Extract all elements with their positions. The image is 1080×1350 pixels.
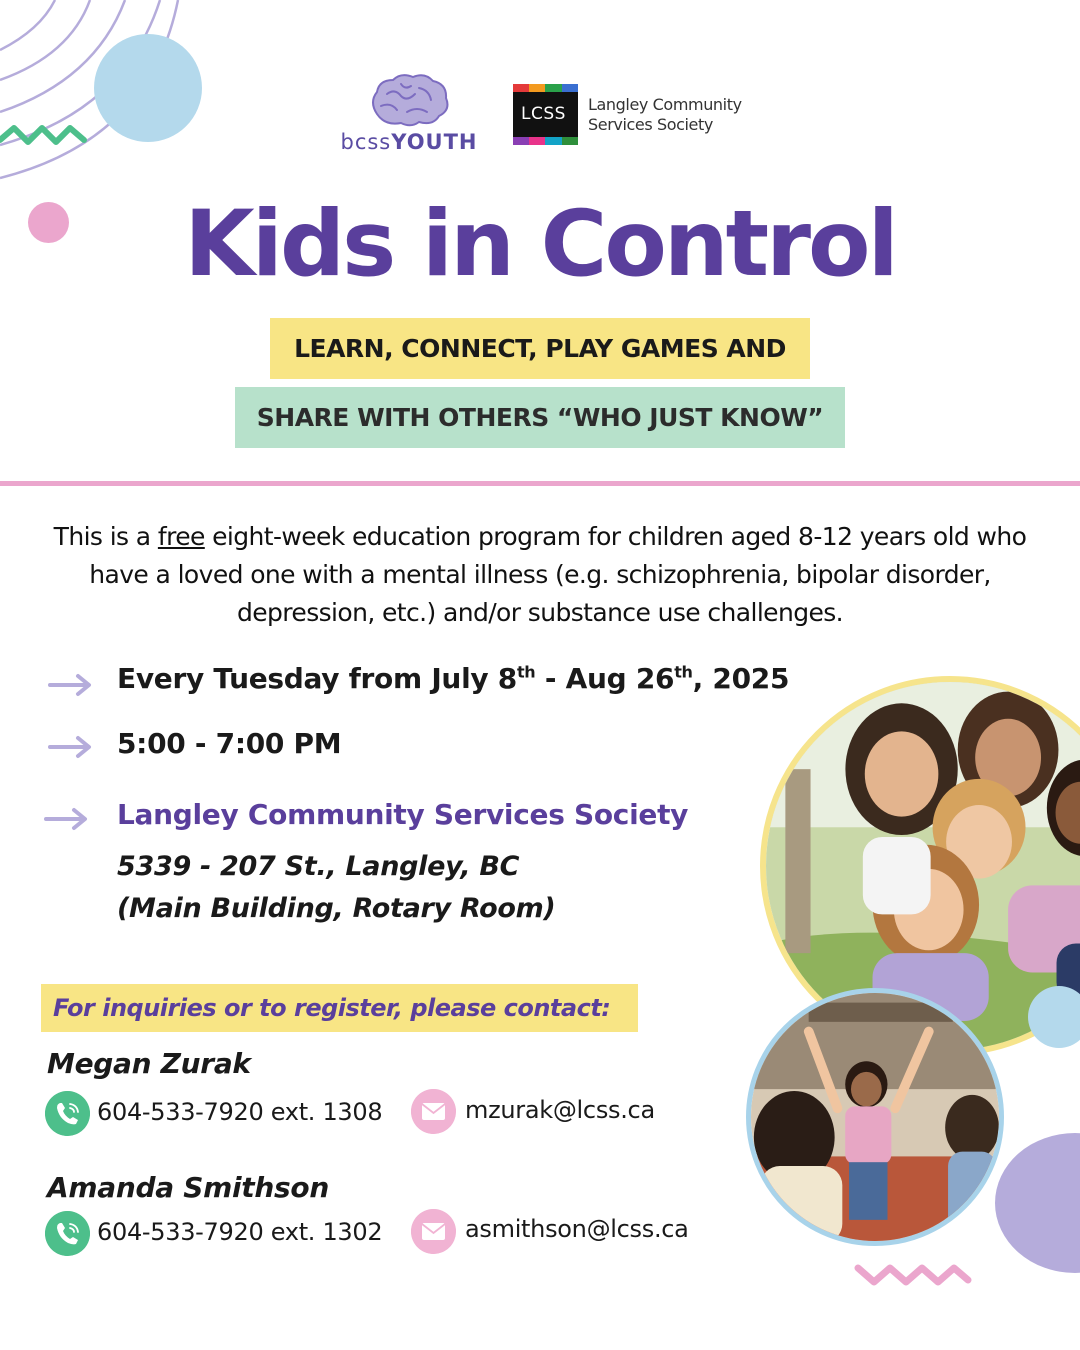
- bcss-wordmark: bcssYOUTH: [340, 130, 478, 154]
- tagline-line2: SHARE WITH OTHERS “WHO JUST KNOW”: [235, 387, 845, 448]
- bcss-youth-logo: [338, 72, 480, 156]
- mail-icon: [411, 1089, 456, 1134]
- contact-name-megan: Megan Zurak: [47, 1047, 251, 1080]
- arrow-right-icon: [48, 672, 94, 698]
- tagline-line1: LEARN, CONNECT, PLAY GAMES AND: [270, 318, 810, 379]
- program-description: This is a free eight-week education program for children aged 8-12 years old who have a loved one with a mental illness (e.g. schizophrenia, bipolar disorder, depression, etc.) and/or substance use challenges.: [53, 522, 1027, 627]
- section-divider: [0, 481, 1080, 486]
- arrow-right-icon: [44, 806, 90, 832]
- contact-phone-amanda[interactable]: 604-533-7920 ext. 1302: [97, 1218, 383, 1246]
- page-title: Kids in Control: [184, 192, 896, 297]
- contact-phone-megan[interactable]: 604-533-7920 ext. 1308: [97, 1098, 383, 1126]
- lcss-name-line1: Langley Community: [588, 95, 742, 114]
- decorative-pink-zigzag: [852, 1258, 974, 1290]
- lcss-logo: [513, 84, 753, 146]
- decorative-blue-dot: [1028, 986, 1080, 1048]
- free-emphasis: free: [157, 522, 205, 551]
- lcss-full-name: [588, 95, 758, 135]
- contact-name-amanda: Amanda Smithson: [47, 1171, 329, 1204]
- children-playing-photo: [746, 988, 1004, 1246]
- arrow-right-icon: [48, 734, 94, 760]
- phone-icon: [45, 1211, 90, 1256]
- decorative-blue-circle: [94, 34, 202, 142]
- lcss-abbrev: LCSS: [521, 104, 566, 124]
- lcss-name-line2: Services Society: [588, 115, 713, 134]
- address-line1: 5339 - 207 St., Langley, BC: [117, 851, 520, 882]
- contact-email-amanda[interactable]: asmithson@lcss.ca: [465, 1215, 689, 1243]
- venue-name: Langley Community Services Society: [117, 798, 689, 831]
- address-line2: (Main Building, Rotary Room): [117, 893, 556, 924]
- schedule-time: 5:00 - 7:00 PM: [117, 727, 342, 760]
- venue-address: [117, 846, 555, 930]
- phone-icon: [45, 1091, 90, 1136]
- schedule-dates: Every Tuesday from July 8th - Aug 26th, 2025: [117, 662, 790, 695]
- mail-icon: [411, 1209, 456, 1254]
- decorative-green-zigzag: [0, 122, 92, 152]
- brain-icon: [367, 72, 451, 130]
- decorative-lilac-circle: [995, 1133, 1080, 1273]
- contact-heading: For inquiries or to register, please contact:: [41, 984, 638, 1032]
- contact-email-megan[interactable]: mzurak@lcss.ca: [465, 1096, 655, 1124]
